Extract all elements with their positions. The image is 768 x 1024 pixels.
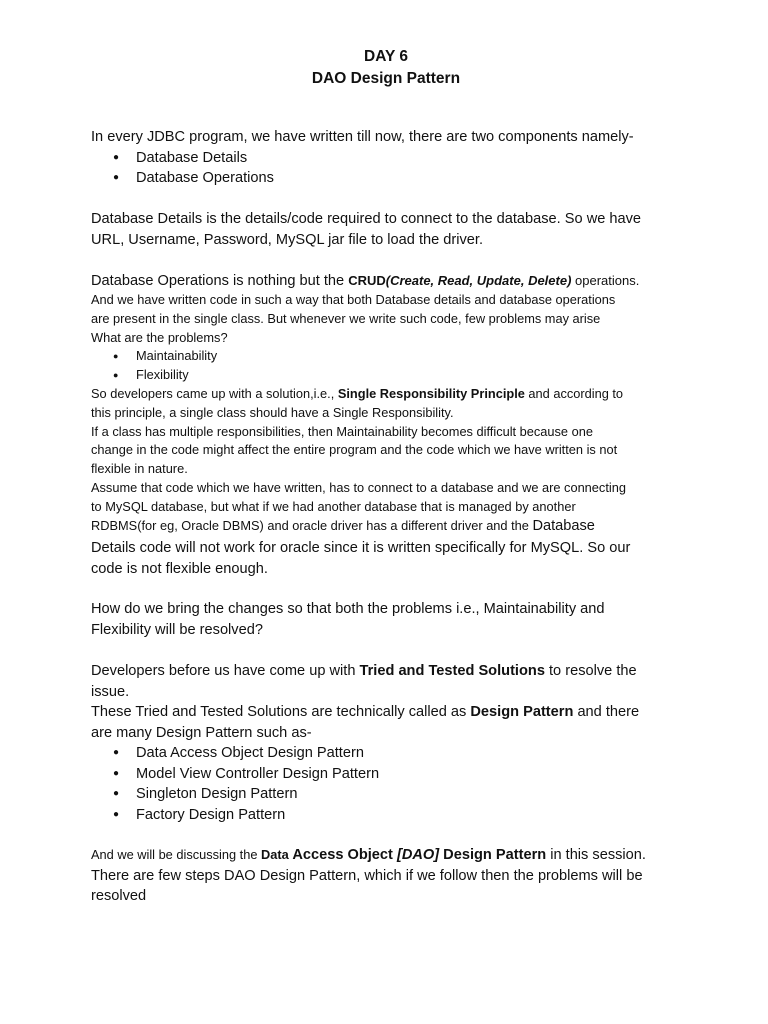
list-item: ● Factory Design Pattern	[91, 805, 681, 826]
paragraph-line: flexible in nature.	[91, 461, 188, 477]
crud-expansion: (Create, Read, Update, Delete)	[385, 273, 572, 288]
dao-term: Data	[261, 847, 293, 862]
paragraph-line: How do we bring the changes so that both the problems i.e., Maintainability and	[91, 601, 605, 617]
paragraph-line: Assume that code which we have written, has to connect to a database and we are connecting	[91, 479, 626, 495]
list-item: ● Database Details	[91, 148, 681, 169]
dao-abbrev: [DAO]	[396, 847, 440, 863]
paragraph-line: are many Design Pattern such as-	[91, 724, 312, 741]
list-item: ● Model View Controller Design Pattern	[91, 764, 681, 785]
paragraph-line: code is not flexible enough.	[91, 560, 268, 577]
details-paragraph	[91, 209, 681, 250]
text-span: Developers before us have come up with	[91, 663, 360, 679]
list-item: ● Data Access Object Design Pattern	[91, 743, 681, 764]
paragraph-line: resolved	[91, 888, 147, 904]
list-item: ● Maintainability	[91, 347, 681, 366]
paragraph-line: to MySQL database, but what if we had another database that is managed by another	[91, 498, 576, 514]
components-list	[91, 148, 681, 189]
crud-term: CRUD	[348, 273, 386, 288]
assume-continuation	[91, 538, 681, 579]
paragraph-line: What are the problems?	[91, 329, 228, 345]
tried-tested-term: Tried and Tested Solutions	[359, 663, 545, 679]
text-span: to resolve the	[544, 663, 637, 679]
list-item: ● Flexibility	[91, 366, 681, 385]
design-pattern-term: Design Pattern	[470, 704, 574, 720]
patterns-list	[91, 743, 681, 825]
closing-section	[91, 845, 681, 907]
paragraph-line: There are few steps DAO Design Pattern, which if we follow then the problems will be	[91, 867, 643, 884]
dao-term: Design Pattern	[439, 847, 547, 863]
dao-term: Access Object	[292, 847, 397, 863]
paragraph-line: Flexibility will be resolved?	[91, 621, 263, 638]
text-span: Database Operations is nothing but the	[91, 273, 349, 289]
paragraph-line: issue.	[91, 683, 130, 700]
text-span: and according to	[524, 385, 624, 401]
srp-term: Single Responsibility Principle	[337, 385, 525, 401]
text-span: So developers came up with a solution,i.e.,	[91, 385, 338, 401]
question-paragraph	[91, 599, 681, 640]
page-title: DAO Design Pattern	[311, 70, 461, 87]
text-span: These Tried and Tested Solutions are technically called as	[91, 704, 471, 720]
text-span: And we will be discussing the	[91, 847, 262, 862]
paragraph-line: And we have written code in such a way that both Database details and database operations	[91, 292, 616, 307]
operations-paragraph	[91, 291, 681, 535]
operations-heading-line	[91, 271, 681, 292]
paragraph-line: are present in the single class. But whenever we write such code, few problems may arise	[91, 310, 601, 326]
text-span: operations.	[571, 273, 640, 288]
day-heading: DAY 6	[364, 48, 408, 65]
paragraph-line: Details code will not work for oracle since it is written specifically for MySQL. So our	[91, 540, 631, 556]
problems-list	[91, 347, 681, 385]
list-item: ● Database Operations	[91, 168, 681, 189]
solutions-section	[91, 661, 681, 825]
paragraph-line: change in the code might affect the entire program and the code which we have written is not	[91, 442, 618, 458]
text-span: in this session.	[546, 847, 646, 863]
paragraph-line: If a class has multiple responsibilities, then Maintainability becomes difficult because one	[91, 423, 593, 439]
paragraph-line: Database Details is the details/code required to connect to the database. So we have	[91, 211, 642, 227]
paragraph-line: URL, Username, Password, MySQL jar file to load the driver.	[91, 231, 484, 248]
text-span: and there	[573, 704, 640, 720]
paragraph-line: this principle, a single class should have a Single Responsibility.	[91, 404, 454, 420]
text-span: RDBMS(for eg, Oracle DBMS) and oracle driver has a different driver and the	[91, 517, 533, 533]
text-span: Database	[532, 517, 595, 534]
intro-section	[91, 127, 681, 189]
intro-text: In every JDBC program, we have written till now, there are two components namely-	[91, 129, 634, 145]
list-item: ● Singleton Design Pattern	[91, 784, 681, 805]
